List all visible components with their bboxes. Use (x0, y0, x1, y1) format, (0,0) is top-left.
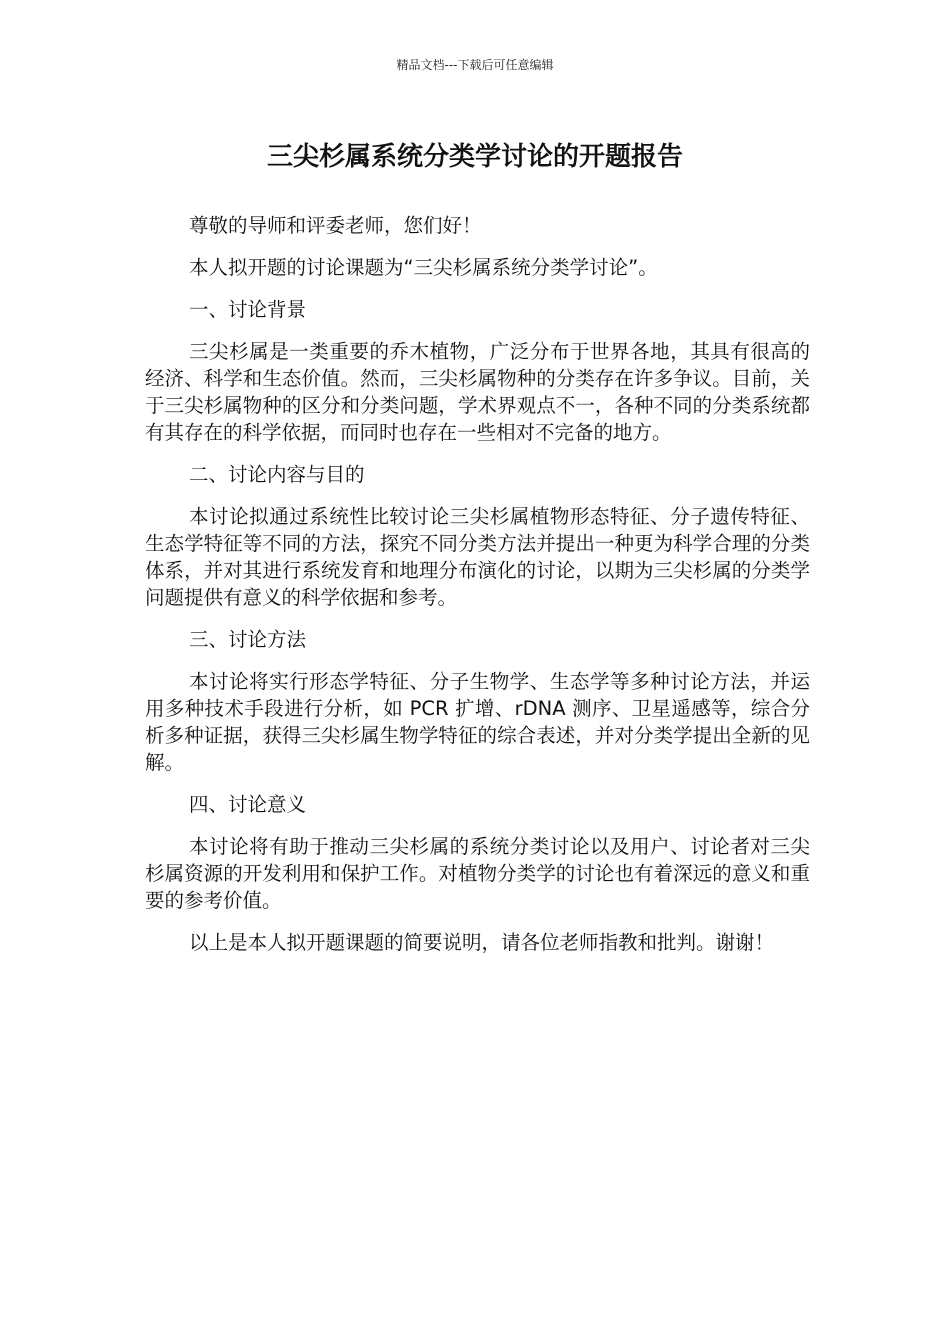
section-heading-background: 一、讨论背景 (189, 298, 307, 321)
document-title: 三尖杉属系统分类学讨论的开题报告 (266, 142, 683, 172)
paragraph-background: 三尖杉属是一类重要的乔木植物，广泛分布于世界各地，其具有很高的经济、科学和生态价值。然而，三尖杉属物种的分类存在许多争议。目前，关于三尖杉属物种的区分和分类问题，学术界观点不一，各种不同的分类系统都有其存在的科学依据，而同时也存在一些相对不完备的地方。 (145, 340, 810, 444)
paragraph-significance: 本讨论将有助于推动三尖杉属的系统分类讨论以及用户、讨论者对三尖杉属资源的开发利用和保护工作。对植物分类学的讨论也有着深远的意义和重要的参考价值。 (145, 835, 810, 912)
page-header: 精品文档---下载后可任意编辑 (396, 58, 554, 72)
document-body (145, 212, 810, 971)
section-heading-content-purpose: 二、讨论内容与目的 (189, 463, 365, 486)
paragraph-content-purpose: 本讨论拟通过系统性比较讨论三尖杉属植物形态特征、分子遗传特征、生态学特征等不同的方法，探究不同分类方法并提出一种更为科学合理的分类体系，并对其进行系统发育和地理分布演化的讨论，以期为三尖杉属的分类学问题提供有意义的科学依据和参考。 (145, 505, 810, 609)
paragraph-closing: 以上是本人拟开题课题的简要说明，请各位老师指教和批判。谢谢！ (189, 931, 775, 954)
section-heading-significance: 四、讨论意义 (189, 793, 307, 816)
section-heading-methods: 三、讨论方法 (189, 628, 307, 651)
paragraph-greeting: 尊敬的导师和评委老师，您们好！ (189, 214, 482, 237)
paragraph-methods: 本讨论将实行形态学特征、分子生物学、生态学等多种讨论方法，并运用多种技术手段进行分析，如 PCR 扩增、rDNA 测序、卫星遥感等，综合分析多种证据，获得三尖杉属生物学特征的综合表述，并对分类学提出全新的见解。 (145, 670, 810, 774)
paragraph-topic: 本人拟开题的讨论课题为“三尖杉属系统分类学讨论”。 (189, 256, 658, 279)
